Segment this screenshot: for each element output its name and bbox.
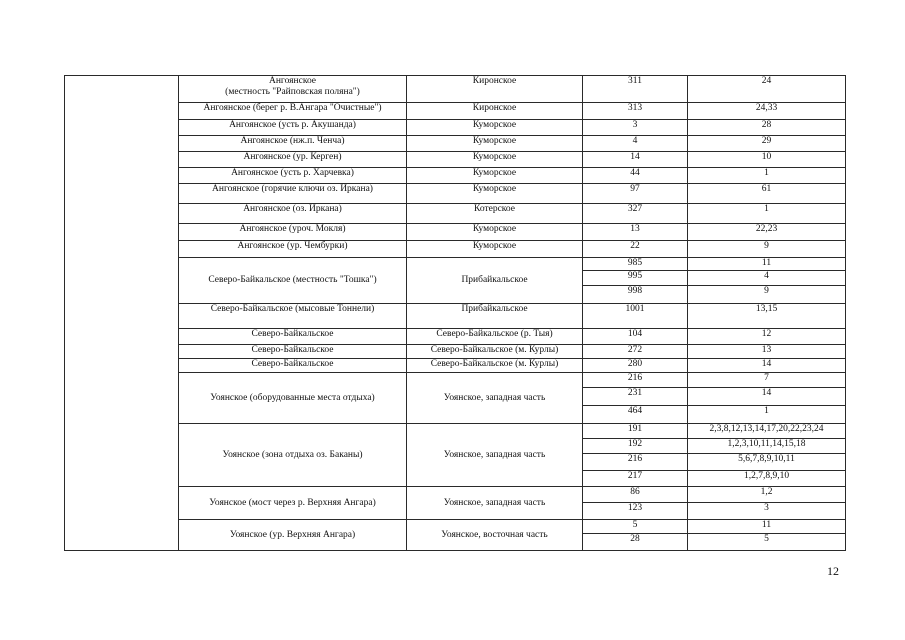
table-row: [65, 487, 846, 503]
sections-cell: 10: [688, 152, 846, 168]
table-row: [65, 329, 846, 345]
sections-cell: 13: [688, 345, 846, 359]
table-row: [65, 152, 846, 168]
sections-cell: 1,2,3,10,11,14,15,18: [688, 439, 846, 454]
settlement-cell: Северо-Байкальское (местность "Тошка"): [179, 258, 407, 304]
sections-cell: 11: [688, 520, 846, 534]
quarter-cell: 998: [583, 286, 688, 304]
sections-cell: 22,23: [688, 224, 846, 241]
sections-cell: 14: [688, 359, 846, 373]
quarter-cell: 191: [583, 424, 688, 439]
quarter-cell: 3: [583, 120, 688, 136]
quarter-cell: 13: [583, 224, 688, 241]
forestry-cell: Киронское: [407, 76, 583, 103]
sections-cell: 5: [688, 534, 846, 551]
quarter-cell: 86: [583, 487, 688, 503]
forestry-cell: Котерское: [407, 204, 583, 224]
quarter-cell: 231: [583, 388, 688, 406]
sections-cell: 4: [688, 271, 846, 286]
forestry-cell: Куморское: [407, 168, 583, 184]
forestry-cell: Куморское: [407, 152, 583, 168]
table-row: [65, 258, 846, 271]
table-row: [65, 424, 846, 439]
forestry-cell: Уоянское, западная часть: [407, 424, 583, 487]
settlement-cell: Ангоянское (нж.п. Ченча): [179, 136, 407, 152]
settlement-cell: Северо-Байкальское: [179, 345, 407, 359]
quarter-cell: 192: [583, 439, 688, 454]
quarter-cell: 216: [583, 454, 688, 471]
forestry-cell: Куморское: [407, 241, 583, 258]
settlement-cell: Северо-Байкальское: [179, 329, 407, 345]
quarter-cell: 123: [583, 503, 688, 520]
settlement-cell: Уоянское (зона отдыха оз. Баканы): [179, 424, 407, 487]
sections-cell: 28: [688, 120, 846, 136]
sections-cell: 29: [688, 136, 846, 152]
sections-cell: 3: [688, 503, 846, 520]
settlement-cell: Уоянское (ур. Верхняя Ангара): [179, 520, 407, 551]
table-row: [65, 304, 846, 329]
sections-cell: 1: [688, 168, 846, 184]
quarter-cell: 104: [583, 329, 688, 345]
quarter-cell: 44: [583, 168, 688, 184]
sections-cell: 61: [688, 184, 846, 204]
forestry-cell: Северо-Байкальское (р. Тыя): [407, 329, 583, 345]
forestry-cell: Северо-Байкальское (м. Курлы): [407, 359, 583, 373]
empty-first-column: [65, 76, 179, 551]
forestry-cell: Прибайкальское: [407, 304, 583, 329]
sections-cell: 2,3,8,12,13,14,17,20,22,23,24: [688, 424, 846, 439]
quarter-cell: 97: [583, 184, 688, 204]
table-row: [65, 136, 846, 152]
forestry-cell: Куморское: [407, 224, 583, 241]
table-row: [65, 204, 846, 224]
quarter-cell: 464: [583, 406, 688, 424]
quarter-cell: 216: [583, 373, 688, 388]
sections-cell: 5,6,7,8,9,10,11: [688, 454, 846, 471]
forestry-cell: Куморское: [407, 184, 583, 204]
settlement-cell: Ангоянское (берег р. В.Ангара "Очистные"): [179, 103, 407, 120]
quarter-cell: 272: [583, 345, 688, 359]
quarter-cell: 4: [583, 136, 688, 152]
settlement-cell: Ангоянское (местность "Райповская поляна"): [179, 76, 407, 103]
settlement-cell: Ангоянское (усть р. Акушанда): [179, 120, 407, 136]
forestry-cell: Уоянское, западная часть: [407, 373, 583, 424]
quarter-cell: 14: [583, 152, 688, 168]
settlement-cell: Северо-Байкальское: [179, 359, 407, 373]
table-row: [65, 168, 846, 184]
quarter-cell: 995: [583, 271, 688, 286]
forestry-cell: Уоянское, западная часть: [407, 487, 583, 520]
sections-cell: 1,2,7,8,9,10: [688, 471, 846, 487]
sections-cell: 14: [688, 388, 846, 406]
quarter-cell: 280: [583, 359, 688, 373]
settlement-cell: Ангоянское (усть р. Харчевка): [179, 168, 407, 184]
table-row: [65, 359, 846, 373]
sections-cell: 1: [688, 406, 846, 424]
sections-cell: 12: [688, 329, 846, 345]
settlement-cell: Ангоянское (уроч. Мокля): [179, 224, 407, 241]
settlement-cell: Ангоянское (горячие ключи оз. Иркана): [179, 184, 407, 204]
settlement-cell: Ангоянское (оз. Иркана): [179, 204, 407, 224]
table-row: [65, 120, 846, 136]
table-row: [65, 184, 846, 204]
quarter-cell: 311: [583, 76, 688, 103]
quarter-cell: 1001: [583, 304, 688, 329]
sections-cell: 1: [688, 204, 846, 224]
quarter-cell: 327: [583, 204, 688, 224]
settlement-cell: Северо-Байкальское (мысовые Тоннели): [179, 304, 407, 329]
quarter-cell: 28: [583, 534, 688, 551]
sections-cell: 9: [688, 241, 846, 258]
sections-cell: 1,2: [688, 487, 846, 503]
table-row: [65, 241, 846, 258]
sections-cell: 24,33: [688, 103, 846, 120]
quarter-cell: 313: [583, 103, 688, 120]
table-row: [65, 76, 846, 103]
quarter-cell: 985: [583, 258, 688, 271]
table-row: [65, 345, 846, 359]
settlement-cell: Ангоянское (ур. Керген): [179, 152, 407, 168]
quarter-cell: 22: [583, 241, 688, 258]
sections-cell: 13,15: [688, 304, 846, 329]
settlement-cell: Уоянское (мост через р. Верхняя Ангара): [179, 487, 407, 520]
forest-quarters-table: [64, 75, 846, 551]
settlement-cell: Ангоянское (ур. Чембурки): [179, 241, 407, 258]
table-row: [65, 224, 846, 241]
quarter-cell: 217: [583, 471, 688, 487]
page-number: 12: [827, 564, 839, 578]
table-row: [65, 373, 846, 388]
sections-cell: 24: [688, 76, 846, 103]
settlement-cell: Уоянское (оборудованные места отдыха): [179, 373, 407, 424]
forestry-cell: Куморское: [407, 136, 583, 152]
forestry-cell: Уоянское, восточная часть: [407, 520, 583, 551]
table-row: [65, 520, 846, 534]
quarter-cell: 5: [583, 520, 688, 534]
forestry-cell: Куморское: [407, 120, 583, 136]
forestry-cell: Киронское: [407, 103, 583, 120]
forestry-cell: Прибайкальское: [407, 258, 583, 304]
sections-cell: 11: [688, 258, 846, 271]
table-row: [65, 103, 846, 120]
sections-cell: 9: [688, 286, 846, 304]
forestry-cell: Северо-Байкальское (м. Курлы): [407, 345, 583, 359]
sections-cell: 7: [688, 373, 846, 388]
